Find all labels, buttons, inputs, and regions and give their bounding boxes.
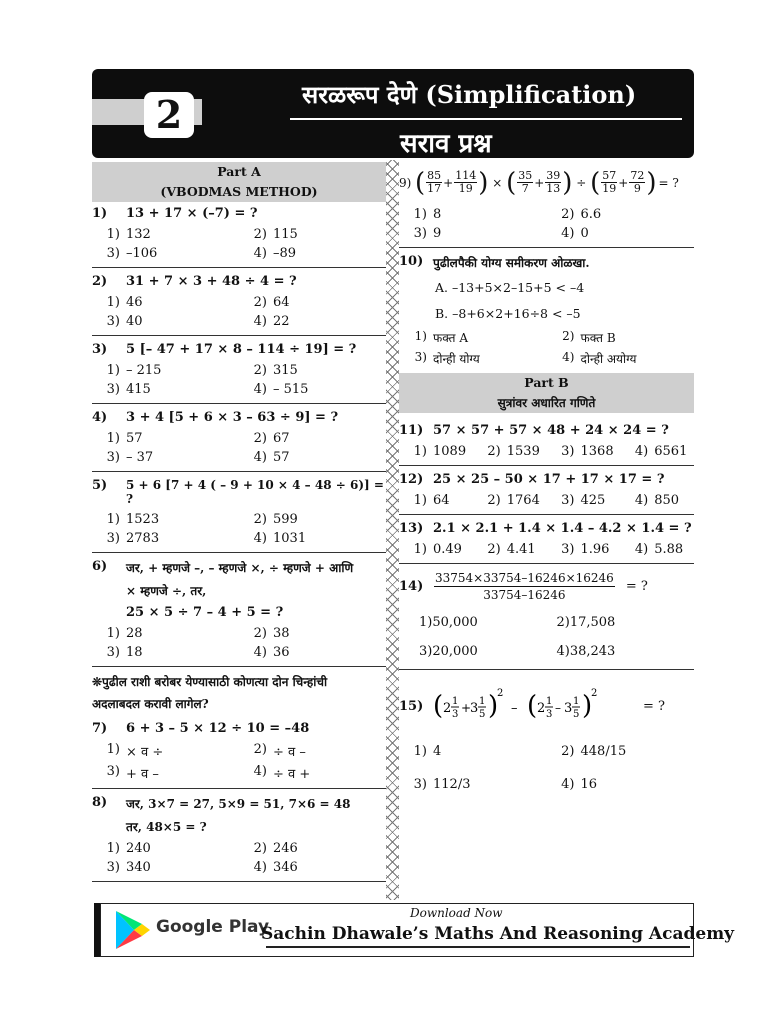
question-number: 5) [92,478,108,493]
chapter-number: 2 [144,92,194,138]
option-1: 1) 64 [413,493,450,508]
google-play-label[interactable]: Google Play [156,917,270,937]
question-number: 12) [399,472,424,487]
question-number: 11) [399,423,424,438]
question-text: 6 + 3 – 5 × 12 ÷ 10 = –48 [126,721,310,736]
fraction: $\frac{57}{19}$ [602,169,617,195]
question-text: जर, 3×7 = 27, 5×9 = 51, 7×6 = 48 [126,797,351,811]
svg-text:3: 3 [452,709,459,720]
option-1: 1) 28 [106,626,143,641]
option-1: 1) 4 [413,744,442,759]
question-8 [92,791,386,879]
fraction: $\frac{35}{7}$ [518,169,533,195]
part-a-title: Part A [217,164,261,179]
option-1: 1) 57 [106,431,143,446]
option-4: 4) 36 [253,645,290,660]
option-4: 4) 5.88 [634,542,684,557]
question-number: 8) [92,795,108,810]
option-3: 3) 425 [561,493,606,508]
question-1 [92,202,386,265]
divider [399,247,694,248]
option-2: 2) फक्त B [562,329,616,345]
option-1: 1) 132 [106,227,151,242]
option-4: 4) – 515 [253,382,309,397]
question-number: 3) [92,342,108,357]
option-2: 2) ÷ व – [253,742,306,760]
question-number: 7) [92,721,108,736]
chapter-title: सरळरूप देणे (Simplification) [302,80,637,109]
option-3: 3) 112/3 [413,777,471,792]
academy-name: Sachin Dhawale’s Maths And Reasoning Academy [261,924,735,944]
question-number: 2) [92,274,108,289]
divider [92,788,386,789]
option-4: 4) 850 [634,493,680,508]
option-2: 2) 6.6 [561,207,602,222]
divider [399,514,694,515]
svg-text:3: 3 [546,709,553,720]
svg-text:): ) [488,691,499,721]
question-text: 2.1 × 2.1 + 1.4 × 1.4 – 4.2 × 1.4 = ? [433,521,692,536]
option-4: 4) 22 [253,314,290,329]
option-1: 1) 46 [106,295,143,310]
question-12 [399,468,694,512]
fraction: $\frac{39}{13}$ [546,169,561,195]
option-2: 2) 115 [253,227,298,242]
option-4: 4) –89 [253,246,297,261]
option-3: 3) 40 [106,314,143,329]
question-text: × म्हणजे ÷, तर, [126,584,207,598]
option-2: 2) 38 [253,626,290,641]
question-text: पुढीलपैकी योग्य समीकरण ओळखा. [433,256,590,270]
question-text: 3 + 4 [5 + 6 × 3 – 63 ÷ 9] = ? [126,410,339,425]
option-3: 3) 1368 [561,444,614,459]
footer-underline [266,946,690,948]
question-5 [92,474,386,550]
question-number: 10) [399,254,424,269]
option-3: 3) 18 [106,645,143,660]
option-3: 3) – 37 [106,450,154,465]
question-text: 5 + 6 [7 + 4 ( – 9 + 10 × 4 – 48 ÷ 6)] = ? [126,478,384,506]
fraction: $\frac{85}{17}$ [427,169,442,195]
option-1: 1) 0.49 [413,542,462,557]
question-7 [92,717,386,786]
svg-text:(: ( [433,691,444,721]
option-2: 2) 246 [253,841,298,856]
statement-a: A. –13+5×2–15+5 < –4 [435,280,585,295]
svg-text:1: 1 [452,696,459,707]
divider [92,267,386,268]
q15-expression [433,686,643,726]
question-number: 13) [399,521,424,536]
option-4: 4) 1031 [253,531,307,546]
svg-text:+: + [461,701,472,715]
question-15: 15) ( 2 1 3 + 3 1 5 ) 2 – ( 2 1 3 – 3 1 5 ) 2 = ? 1) 4 2) 448/15 3) 112/3 4) 16 [399,672,694,796]
option-3: 3) 9 [413,226,442,241]
option-1: 1) 8 [413,207,442,222]
option-2: 2) 315 [253,363,298,378]
option-4: 4) 57 [253,450,290,465]
fraction: $\frac{72}{9}$ [630,169,645,195]
svg-text:3: 3 [470,701,479,716]
option-4: 4) दोन्ही अयोग्य [562,350,637,366]
question-number: 15) [399,698,424,714]
question-9: 9) ( $\frac{85}{17}$ + $\frac{114}{19}$ ) × ( $\frac{35}{7}$ + $\frac{39}{13}$ ) ÷ ( $\frac{57}{19}$ + $\frac{72}{9}$ ) = ? 1) 8 2) 6.6 3) 9 4) 0 [399,162,694,245]
svg-text:5: 5 [479,709,486,720]
option-2: 2) 64 [253,295,290,310]
option-3: 3) + व – [106,764,159,782]
question-2 [92,270,386,333]
option-4: 4) 6561 [634,444,688,459]
column-divider [386,160,399,900]
option-1: 1) 240 [106,841,151,856]
option-4: 4) 0 [561,226,589,241]
google-play-icon[interactable] [114,909,152,951]
option-3: 3) 340 [106,860,151,875]
question-number: 4) [92,410,108,425]
option-4: 4)38,243 [556,644,616,659]
part-b-band [399,373,694,413]
divider [92,666,386,667]
option-2: 2) 4.41 [487,542,536,557]
question-6 [92,555,386,664]
question-14: 14) $\frac{33754\times 33754-16246\times 16246}{33754-16246}$ = ? 1)50,000 2)17,508 3)20,000 4)38,243 [399,566,694,667]
option-2: 2) 448/15 [561,744,627,759]
option-4: 4) 16 [561,777,598,792]
option-2: 2) 1764 [487,493,540,508]
svg-text:1: 1 [546,696,553,707]
left-column [92,162,386,884]
question-10 [399,250,694,371]
divider [92,471,386,472]
question-text: जर, + म्हणजे –, – म्हणजे ×, ÷ म्हणजे + आणि [126,561,354,575]
question-number: 1) [92,206,108,221]
divider [399,465,694,466]
divider [399,669,694,670]
option-1: 1)50,000 [419,615,478,630]
question-11 [399,413,694,463]
chapter-subtitle: सराव प्रश्न [400,129,492,159]
right-column [399,162,694,796]
part-a-band [92,162,386,202]
part-a-subtitle: (VBODMAS METHOD) [160,184,318,199]
question-13 [399,517,694,561]
question-text: 57 × 57 + 57 × 48 + 24 × 24 = ? [433,423,669,438]
svg-text:–: – [555,701,561,715]
svg-text:2: 2 [497,688,504,699]
question-number: 14) [399,579,424,594]
question-text: 25 × 25 – 50 × 17 + 17 × 17 = ? [433,472,665,487]
svg-text:–: – [511,701,518,716]
question-text: 5 [– 47 + 17 × 8 – 114 ÷ 19] = ? [126,342,357,357]
question-expression: 25 × 5 ÷ 7 – 4 + 5 = ? [126,605,284,620]
option-3: 3)20,000 [419,644,478,659]
option-3: 3) –106 [106,246,158,261]
fraction: $\frac{114}{19}$ [455,169,477,195]
svg-text:2: 2 [537,701,546,716]
svg-text:1: 1 [479,696,486,707]
question-4 [92,406,386,469]
svg-text:2: 2 [591,688,598,699]
download-now-text: Download Now [410,906,503,920]
question-text: 31 + 7 × 3 + 48 ÷ 4 = ? [126,274,297,289]
statement-b: B. –8+6×2+16÷8 < –5 [435,306,581,321]
question-number: 6) [92,559,108,574]
svg-text:(: ( [527,691,538,721]
option-3: 3) 2783 [106,531,160,546]
part-b-subtitle: सुत्रांवर अधारित गणिते [497,396,596,410]
fraction: $\frac{33754\times 33754-16246\times 16246}{33754-16246}$ [435,571,614,602]
option-2: 2) 1539 [487,444,540,459]
divider [92,335,386,336]
option-1: 1) फक्त A [414,329,469,345]
option-2: 2) 599 [253,512,298,527]
part-b-title: Part B [524,375,569,390]
divider [92,552,386,553]
option-3: 3) 1.96 [561,542,610,557]
header-divider [290,118,682,120]
instruction: ❊पुढील राशी बरोबर येण्यासाठी कोणत्या दोन चिन्हांची अदलाबदल करावी लागेल? [92,675,328,711]
question-text: 13 + 17 × (–7) = ? [126,206,258,221]
option-1: 1) × व ÷ [106,742,164,760]
divider [92,403,386,404]
option-1: 1) 1523 [106,512,160,527]
svg-text:2: 2 [443,701,452,716]
option-2: 2) 67 [253,431,290,446]
divider [92,881,386,882]
option-4: 4) 346 [253,860,298,875]
option-3: 3) दोन्ही योग्य [414,350,480,366]
option-2: 2)17,508 [556,615,616,630]
question-3 [92,338,386,401]
question-text: तर, 48×5 = ? [126,820,207,834]
option-4: 4) ÷ व + [253,764,311,782]
svg-text:): ) [582,691,593,721]
option-3: 3) 415 [106,382,151,397]
svg-text:3: 3 [564,701,573,716]
divider [399,563,694,564]
question-number: 9) [399,175,412,190]
svg-text:5: 5 [573,709,580,720]
option-1: 1) 1089 [413,444,467,459]
svg-text:1: 1 [573,696,580,707]
option-1: 1) – 215 [106,363,162,378]
